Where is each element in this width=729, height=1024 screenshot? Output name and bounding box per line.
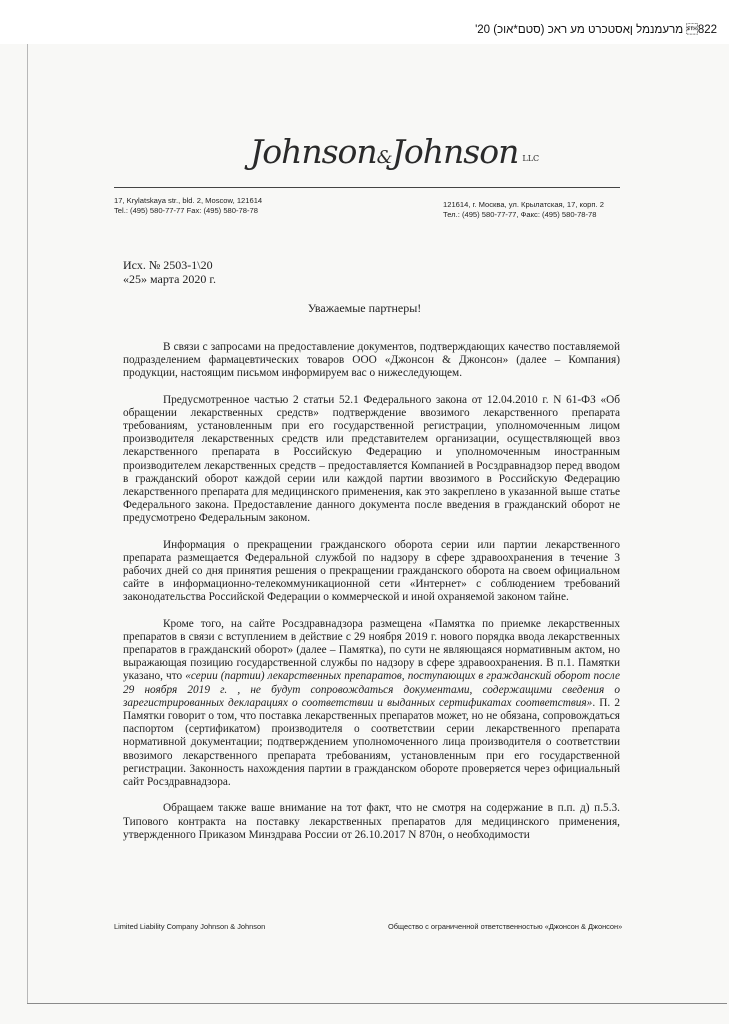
greeting: Уважаемые партнеры! — [307, 301, 422, 315]
paragraph-4-quote: «серии (партии) лекарственных препаратов, поступающих в гражданский оборот после 29 ноября 2019 г. , не будут сопровождаться документами, содержащими сведения о зарегистрированных декларациях о соответствии и выданных сертификатах соответствия» — [123, 670, 620, 709]
reference-number: Исх. № 2503-1\20 — [123, 258, 213, 272]
fax-header — [0, 0, 729, 45]
logo-name-second: Johnson — [391, 132, 519, 171]
address-right-line2: Тел.: (495) 580-77-77, Факс: (495) 580-78-78 — [443, 210, 597, 219]
letterhead-rule — [114, 187, 620, 188]
scan-edge-line — [27, 44, 28, 1004]
paragraph-4 — [123, 618, 620, 790]
paragraph-4-part-b: . П. 2 Памятки говорит о том, что поставка лекарственных препаратов может, но не обязана, сопровождаться паспортом (сертификатом) производителя о соответствии серии лекарственного препарата нормативной документации; подтверждением уполномоченного лица производителя о соответствии ввозимого лекарственного препарата требованиям, установленным при его государственной регистрации. Законность нахождения партии в гражданском обороте проверяется через официальный сайт Росздравнадзора. — [123, 696, 621, 789]
footer-right: Общество с ограниченной ответственностью «Джонсон & Джонсон» — [388, 922, 623, 931]
address-right-line1: 121614, г. Москва, ул. Крылатская, 17, корп. 2 — [443, 200, 604, 209]
scan-bottom-line — [27, 1003, 727, 1004]
logo-suffix: LLC — [522, 154, 540, 163]
paragraph-2: Предусмотренное частью 2 статьи 52.1 Федерального закона от 12.04.2010 г. N 61-ФЗ «Об обращении лекарственных средств» подтверждение ввозимого лекарственного препарата требованиям, установленным при его государственной регистрации, уполномоченным лицом производителя лекарственных средств или представителем организации, осуществляющей ввоз лекарственного препарата в Российскую Федерацию и уполномоченным иностранным производителем лекарственных средств – предоставляется Компанией в Росздравнадзор перед вводом в гражданский оборот каждой серии или каждой партии ввозимого в Российскую Федерацию лекарственного препарата для медицинского применения, как это закреплено в указанной выше статье Федерального закона. Предоставление данного документа после введения в гражданский оборот не предусмотрено Федеральным законом. — [123, 393, 620, 525]
paragraph-3: Информация о прекращении гражданского оборота серии или партии лекарственного препарата размещается Федеральной службой по надзору в сфере здравоохранения в течение 3 рабочих дней со дня принятия решения о прекращении гражданского оборота на своем официальном сайте в информационно-телекоммуникационной сети «Интернет» с соблюдением требований законодательства Российской Федерации о коммерческой и иной охраняемой законом тайне. — [123, 538, 620, 604]
letter-reference — [123, 258, 216, 286]
fax-header-text: '20 (סטם*אוכ) 822 מרעמנמל ןאסטכרט מע ראכ — [475, 24, 717, 36]
logo-ampersand: & — [376, 147, 392, 168]
reference-date: «25» марта 2020 г. — [123, 272, 216, 286]
logo-name-first: Johnson — [250, 132, 377, 171]
paragraph-4-part-a: Кроме того, на сайте Росздравнадзора размещена «Памятка по приемке лекарственных препаратов в связи с вступлением в действие с 29 ноября 2019 г. нового порядка ввода лекарственных препаратов в гражданский оборот» (далее – Памятка), по сути не являющаяся нормативным актом, но выражающая позицию государственной службы по надзору в сфере здравоохранения. В п.1. Памятки указано, что — [123, 617, 620, 683]
address-left-line1: 17, Krylatskaya str., bld. 2, Moscow, 121614 — [114, 196, 263, 205]
footer-left: Limited Liability Company Johnson & Johnson — [114, 922, 266, 931]
paragraph-1: В связи с запросами на предоставление документов, подтверждающих качество поставляемой подразделением фармацевтических товаров ООО «Джонсон & Джонсон» (далее – Компания) продукции, настоящим письмом информируем вас о нижеследующем. — [123, 341, 620, 380]
letter-body — [123, 341, 620, 855]
address-right — [443, 200, 604, 220]
address-left — [114, 196, 262, 216]
company-logo — [250, 132, 540, 171]
address-left-line2: Tel.: (495) 580-77-77 Fax: (495) 580-78-78 — [114, 206, 258, 215]
paragraph-5: Обращаем также ваше внимание на тот факт, что не смотря на содержание в п.п. д) п.5.3. Типового контракта на поставку лекарственных препаратов для медицинского применения, утвержденного Приказом Минздрава России от 26.10.2017 N 870н, о необходимости — [123, 802, 620, 841]
